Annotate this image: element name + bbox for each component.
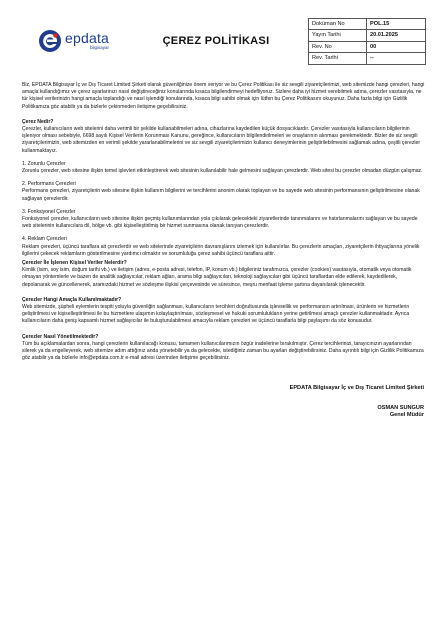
meta-row — [309, 41, 426, 53]
cookie-type-title-2: 2. Performans Çerezleri — [22, 181, 76, 188]
meta-value: -- — [367, 53, 426, 65]
paragraph-manage: Tüm bu açıklamalardan sonra, hangi çerezlerin kullanılacağı konusu, tamamen kullanıcılarımızın özgür iradelerine bırakılmıştır. Çerez tercihlerinizi, tarayıcınızın ayarlarından silerek ya da engelleyerek, web sitemize adım attığınız anda yönetebilir ya da gelecekte, istediğiniz zaman bu ayarları değiştirebilirsiniz. Daha ayrıntılı bilgi için Gizlilik Politikamıza göz atabilir ya da bizlerle info@epdata.com.tr e-mail adresi üzerinden iletişime geçebilirsiniz. — [22, 340, 424, 362]
signer — [22, 405, 426, 420]
meta-value: 00 — [367, 41, 426, 53]
signer-role: Genel Müdür — [389, 412, 424, 418]
section-heading-data: Çerezler İle İşlenen Kişisel Veriler Nelerdir? — [22, 260, 127, 267]
cookie-type-title-1: 1. Zorunlu Çerezler — [22, 160, 66, 167]
signature-block — [22, 385, 426, 420]
document-header — [38, 12, 426, 70]
meta-key: Yayın Tarihi — [309, 30, 367, 42]
logo-subtitle: bilgisayar — [90, 45, 110, 51]
epdata-logo-icon — [38, 29, 62, 53]
intro-paragraph: Biz, EPDATA Bilgisayar İç ve Dış Ticaret Limited Şirketi olarak güvenliğinize önem veriyor ve bu Çerez Politikası ile siz sevgili ziyaretçilerimizi, web sitemizde hangi çerezleri, hangi amaçla kullandığımız ve çerez ayarlarınızı nasıl değiştireceğiniz konularında kısaca bilgilendirmeyi hedefliyoruz. Sizlere daha iyi hizmet verebilmek adına, çerezler vasıtasıyla, ne tür kişisel verilerinizin hangi amaçla toplandığı ve nasıl işlendiği konularında, kısaca bilgi sahibi olmak için lütfen bu Çerez Politikasını okuyunuz. Daha fazla bilgi için Gizlilik Politikamıza göz atabilir ya da bizlerle çekinmeden iletişime geçebilirsiniz. — [22, 82, 425, 110]
section-heading-what: Çerez Nedir? — [22, 118, 54, 125]
cookie-type-text-1: Zorunlu çerezler, web sitesine ilişkin temel işlevleri etkinleştirerek web sitesinin kullanılabilir hale gelmesini sağlayan çerezlerdir. Web sitesi bu çerezler olmadan düzgün çalışmaz. — [22, 168, 423, 175]
meta-key: Rev. No — [309, 41, 367, 53]
meta-key: Rev. Tarihi — [309, 53, 367, 65]
document-title: ÇEREZ POLİTİKASI — [162, 35, 270, 47]
section-heading-purpose: Çerezler Hangi Amaçla Kullanılmaktadır? — [22, 296, 122, 303]
meta-key: Doküman No — [309, 18, 367, 30]
company-logo — [38, 12, 124, 70]
cookie-type-text-3: Fonksiyonel çerezler, kullanıcıların web sitesine ilişkin geçmiş kullanımlarından yola çıkılarak gelecekteki ziyaretlerinde tanınmalarını ve hatırlanmalarını sağlayan ve bu sayede web sitelerinin kullanıcılara dil, bölge vb. gibi kişiselleştirilmiş bir hizmet sunmasına olanak tanıyan çerezlerdir. — [22, 216, 418, 230]
logo-name: epdata — [65, 30, 110, 47]
cookie-type-text-4: Reklam çerezleri, üçüncü taraflara ait çerezlerdir ve web sitelerinde ziyaretçilerin davranışlarını izlemek için kullanılırlar. Bu çerezlerin amaçları, ziyaretçilerin ihtiyaçlarına yönelik ilgilerini çekecek reklamların gösterilmesine yardımcı olmaktır ve sorumluluğu çerez sahibi üçüncü taraflara aittir. — [22, 243, 420, 257]
paragraph-data: Kimlik (isim, soy isim, doğum tarihi vb.) ve iletişim (adres, e-posta adresi, telefon, IP, konum vb.) bilgileriniz tarafımızca, çerezler (cookies) vasıtasıyla, otomatik veya otomatik olmayan yöntemlerle ve bazen de analitik sağlayıcılar, reklam ağları, arama bilgi sağlayıcıları, teknoloji sağlayıcıları gibi üçüncü taraflardan elde edilerek, kaydedilerek, depolanarak ve güncellenerek, aramızdaki hizmet ve sözleşme ilişkisi çerçevesinde ve süresince, meşru menfaat işleme şartına dayanılarak işlenecektir. — [22, 267, 412, 288]
paragraph-what: Çerezler, kullanıcıların web sitelerini daha verimli bir şekilde kullanabilmeleri adına, cihazlarına kaydedilen küçük dosyacıklardır. Çerezler vasıtasıyla kullanıcıların bilgilerinin işleniyor olması sebebiyle, 6698 sayılı Kişisel Verilerin Korunması Kanunu, gereğince, kullanıcıların bilgilendirilmeleri ve onaylarının alınması gerekmektedir. Bizler de siz sevgili ziyaretçilerimizin, web sitemizden en verimli şekilde yararlanabilmelerini ve siz sevgili ziyaretçilerimizin kullanıcı deneyimlerinin geliştirilebilmesini sağlamak adına, çeşitli çerezler kullanmaktayız. — [22, 126, 421, 154]
meta-row — [309, 53, 426, 65]
document-body — [22, 82, 426, 363]
section-heading-manage: Çerezler Nasıl Yönetilmektedir? — [22, 333, 99, 340]
meta-value: 20.01.2025 — [367, 30, 426, 42]
cookie-type-text-2: Performans çerezleri, ziyaretçilerin web sitesine ilişkin kullanım bilgilerini ve tercihlerini anonim olarak toplayan ve bu sayede web sitesinin performansının geliştirilmesine olanak sağlayan çerezlerdir. — [22, 188, 420, 202]
paragraph-purpose: Web sitemizde, şüpheli eylemlerin tespiti yoluyla güvenliğin sağlanması, kullanıcıların tercihleri doğrultusunda işlevsellik ve performansın artırılması, ürünlerin ve hizmetlerin geliştirilmesi ve kişiselleştirilmesi ile bu hizmetlere ulaşımın kolaylaştırılması, sözleşmesel ve hukuki sorumlulukların yerine getirilmesi amaçlı çerezler kullanmaktadır. Ayrıca kullanıcıların daha geniş kapsamlı hizmet sağlayıcılar ile buluşturulabilmesi amacıyla reklam çerezleri ve üçüncü taraflarla bilgi paylaşımı da söz konusudur. — [22, 304, 410, 325]
meta-row — [309, 30, 426, 42]
meta-row — [309, 18, 426, 30]
cookie-type-title-3: 3. Fonksiyonel Çerezler — [22, 208, 76, 215]
document-meta-table — [308, 18, 426, 65]
cookie-type-title-4: 4. Reklam Çerezleri — [22, 236, 67, 243]
signature-company: EPDATA Bilgisayar İç ve Dış Ticaret Limited Şirketi — [289, 384, 424, 391]
meta-value: POL.15 — [367, 18, 426, 30]
signer-name: OSMAN SUNGUR — [377, 404, 424, 411]
